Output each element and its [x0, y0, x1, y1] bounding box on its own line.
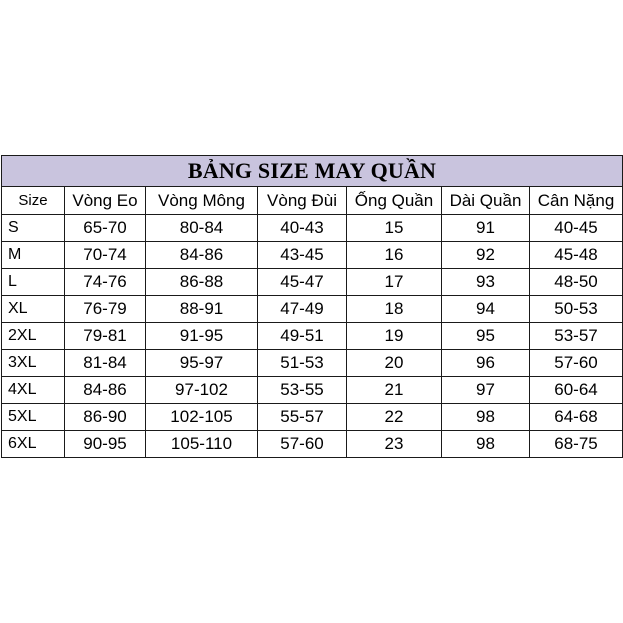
cell-leg-opening: 17	[347, 269, 442, 296]
header-row	[2, 187, 623, 215]
header-weight: Cân Nặng	[530, 187, 623, 215]
table-row	[2, 431, 623, 458]
cell-waist: 81-84	[65, 350, 146, 377]
cell-length: 92	[442, 242, 530, 269]
cell-size: 6XL	[2, 431, 65, 458]
cell-leg-opening: 15	[347, 215, 442, 242]
header-length: Dài Quần	[442, 187, 530, 215]
cell-size: M	[2, 242, 65, 269]
cell-size: 3XL	[2, 350, 65, 377]
cell-length: 93	[442, 269, 530, 296]
table-row	[2, 404, 623, 431]
cell-size: 2XL	[2, 323, 65, 350]
cell-length: 91	[442, 215, 530, 242]
cell-weight: 50-53	[530, 296, 623, 323]
cell-size: L	[2, 269, 65, 296]
cell-leg-opening: 23	[347, 431, 442, 458]
table-row	[2, 242, 623, 269]
cell-thigh: 51-53	[258, 350, 347, 377]
cell-length: 98	[442, 431, 530, 458]
cell-waist: 86-90	[65, 404, 146, 431]
table-row	[2, 296, 623, 323]
cell-leg-opening: 21	[347, 377, 442, 404]
cell-thigh: 47-49	[258, 296, 347, 323]
cell-leg-opening: 20	[347, 350, 442, 377]
cell-weight: 53-57	[530, 323, 623, 350]
cell-size: XL	[2, 296, 65, 323]
table-row	[2, 323, 623, 350]
header-waist: Vòng Eo	[65, 187, 146, 215]
cell-weight: 68-75	[530, 431, 623, 458]
header-size: Size	[2, 187, 65, 215]
cell-waist: 79-81	[65, 323, 146, 350]
cell-thigh: 53-55	[258, 377, 347, 404]
cell-hip: 97-102	[146, 377, 258, 404]
cell-waist: 90-95	[65, 431, 146, 458]
table-title: BẢNG SIZE MAY QUẦN	[2, 156, 623, 187]
cell-leg-opening: 16	[347, 242, 442, 269]
cell-length: 94	[442, 296, 530, 323]
cell-size: 4XL	[2, 377, 65, 404]
cell-leg-opening: 22	[347, 404, 442, 431]
cell-thigh: 40-43	[258, 215, 347, 242]
size-chart-table	[1, 155, 623, 458]
cell-size: 5XL	[2, 404, 65, 431]
table-body	[2, 215, 623, 458]
cell-length: 97	[442, 377, 530, 404]
cell-hip: 105-110	[146, 431, 258, 458]
cell-thigh: 49-51	[258, 323, 347, 350]
cell-hip: 84-86	[146, 242, 258, 269]
table-row	[2, 269, 623, 296]
cell-length: 98	[442, 404, 530, 431]
cell-leg-opening: 19	[347, 323, 442, 350]
table-row	[2, 377, 623, 404]
cell-hip: 80-84	[146, 215, 258, 242]
cell-weight: 40-45	[530, 215, 623, 242]
cell-weight: 60-64	[530, 377, 623, 404]
header-hip: Vòng Mông	[146, 187, 258, 215]
cell-hip: 86-88	[146, 269, 258, 296]
cell-thigh: 55-57	[258, 404, 347, 431]
cell-weight: 45-48	[530, 242, 623, 269]
cell-thigh: 57-60	[258, 431, 347, 458]
cell-thigh: 43-45	[258, 242, 347, 269]
cell-hip: 95-97	[146, 350, 258, 377]
cell-waist: 70-74	[65, 242, 146, 269]
cell-leg-opening: 18	[347, 296, 442, 323]
cell-waist: 74-76	[65, 269, 146, 296]
cell-hip: 102-105	[146, 404, 258, 431]
header-leg-opening: Ống Quần	[347, 187, 442, 215]
cell-waist: 76-79	[65, 296, 146, 323]
header-thigh: Vòng Đùi	[258, 187, 347, 215]
cell-weight: 57-60	[530, 350, 623, 377]
cell-hip: 88-91	[146, 296, 258, 323]
cell-weight: 48-50	[530, 269, 623, 296]
table-row	[2, 350, 623, 377]
cell-waist: 65-70	[65, 215, 146, 242]
table-row	[2, 215, 623, 242]
cell-hip: 91-95	[146, 323, 258, 350]
cell-waist: 84-86	[65, 377, 146, 404]
cell-length: 96	[442, 350, 530, 377]
cell-weight: 64-68	[530, 404, 623, 431]
cell-thigh: 45-47	[258, 269, 347, 296]
cell-length: 95	[442, 323, 530, 350]
cell-size: S	[2, 215, 65, 242]
